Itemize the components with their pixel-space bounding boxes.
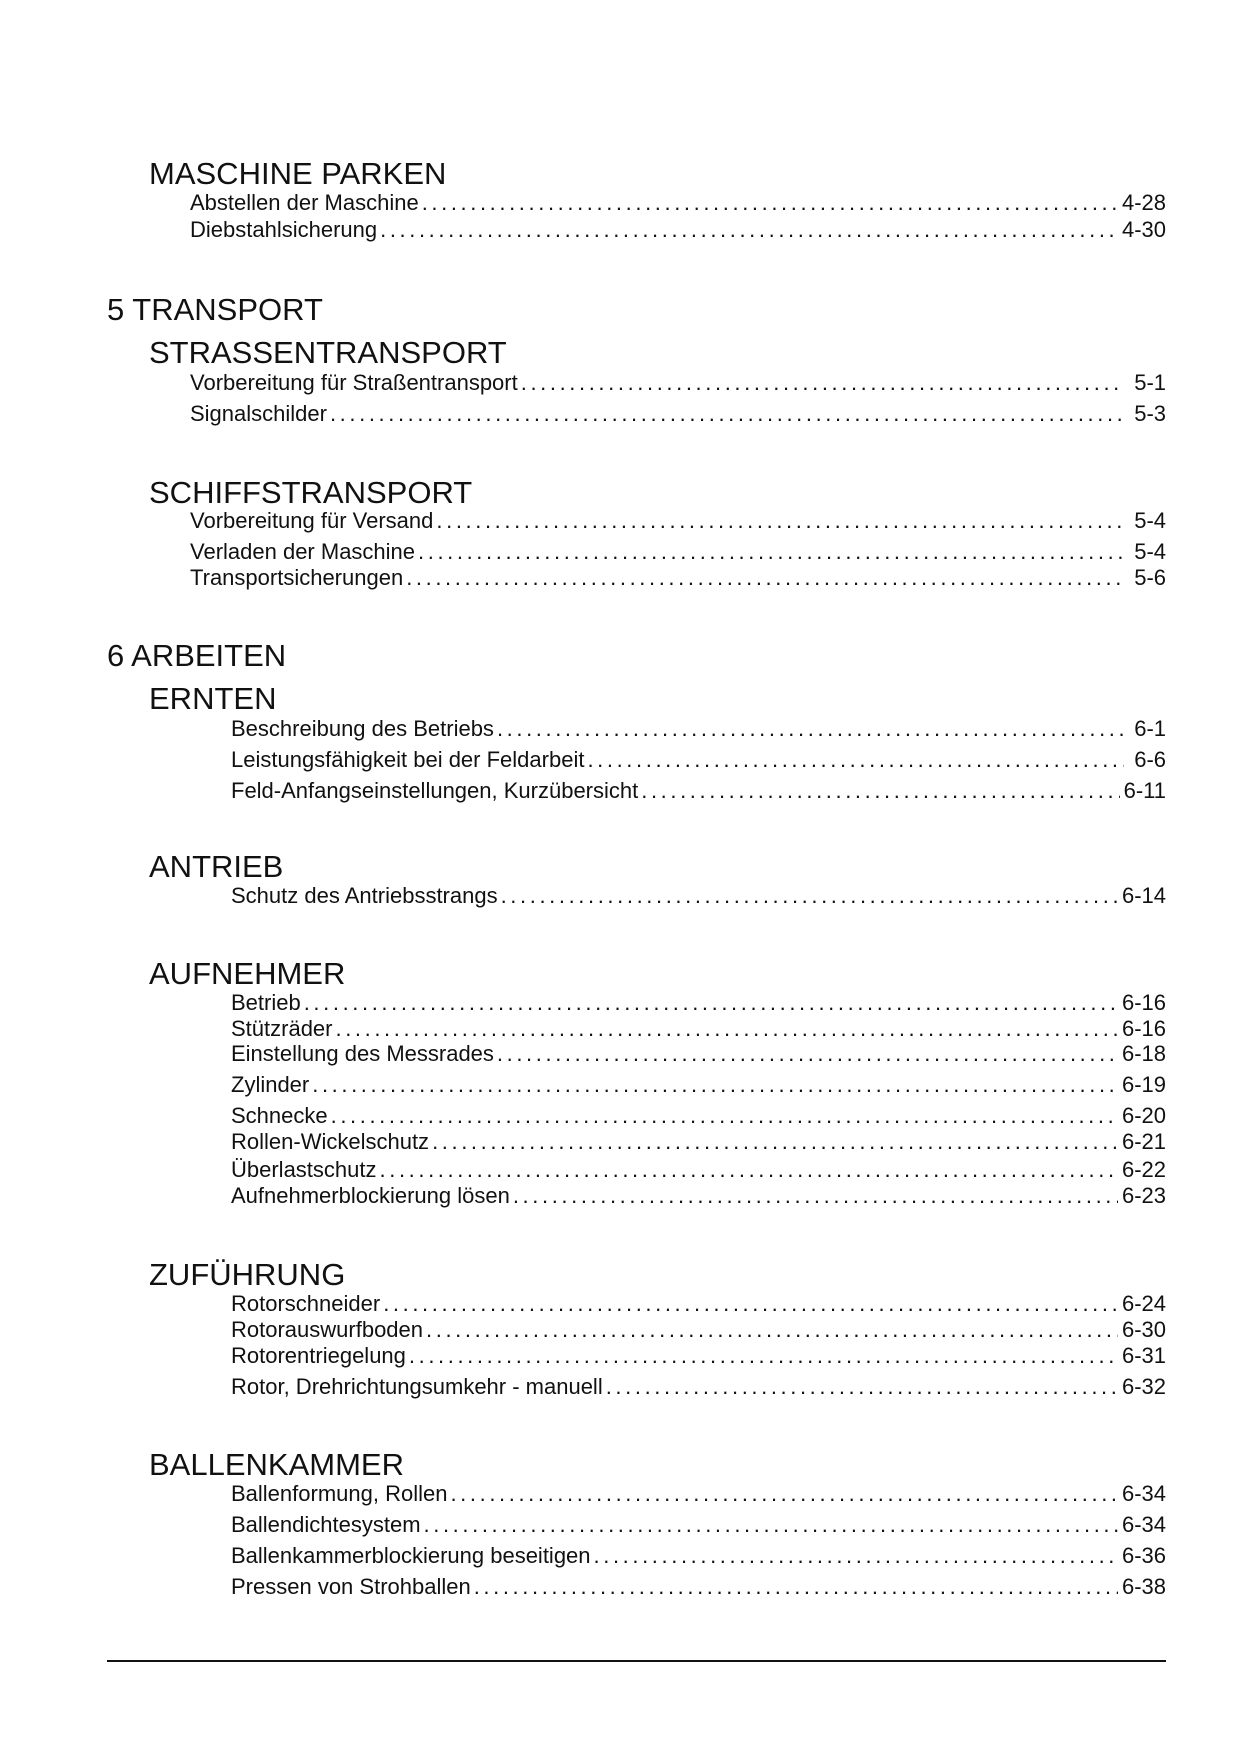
toc-entry-label: Aufnehmerblockierung lösen: [231, 1183, 510, 1208]
toc-entry[interactable]: [190, 564, 1166, 592]
toc-entry[interactable]: [190, 507, 1166, 535]
dot-leader: [422, 189, 1118, 217]
toc-entry-page: 6-34: [1121, 1481, 1166, 1506]
dot-leader: [497, 1040, 1118, 1068]
dot-leader: [501, 882, 1118, 910]
toc-entry[interactable]: [231, 1316, 1166, 1344]
toc-entry[interactable]: [231, 1040, 1166, 1068]
dot-leader: [336, 1015, 1118, 1043]
dot-leader: [424, 1511, 1118, 1539]
dot-leader: [409, 1342, 1118, 1370]
toc-entry-page: 6-1: [1134, 716, 1166, 741]
toc-entry-page: 6-16: [1121, 1016, 1166, 1041]
toc-entry-label: Ballenkammerblockierung beseitigen: [231, 1543, 591, 1568]
dot-leader: [304, 989, 1118, 1017]
toc-entry[interactable]: [231, 1290, 1166, 1318]
toc-entry[interactable]: [231, 1156, 1166, 1184]
toc-entry-page: 6-16: [1121, 990, 1166, 1015]
toc-entry-label: Ballenformung, Rollen: [231, 1481, 448, 1506]
toc-entry-page: 6-20: [1121, 1103, 1166, 1128]
toc-entry[interactable]: [231, 715, 1166, 743]
dot-leader: [330, 400, 1124, 428]
chapter-heading-arbeiten: 6 ARBEITEN: [107, 638, 287, 673]
toc-entry-page: 6-23: [1121, 1183, 1166, 1208]
toc-entry-page: 6-18: [1121, 1041, 1166, 1066]
section-heading-schiffstransport: SCHIFFSTRANSPORT: [149, 475, 473, 510]
dot-leader: [587, 746, 1124, 774]
section-heading-zufuehrung: ZUFÜHRUNG: [149, 1257, 346, 1292]
dot-leader: [380, 216, 1118, 244]
dot-leader: [513, 1182, 1118, 1210]
section-heading-aufnehmer: AUFNEHMER: [149, 956, 346, 991]
toc-entry-label: Einstellung des Messrades: [231, 1041, 494, 1066]
toc-entry[interactable]: [231, 1511, 1166, 1539]
dot-leader: [497, 715, 1124, 743]
toc-entry-label: Betrieb: [231, 990, 301, 1015]
toc-entry-label: Diebstahlsicherung: [190, 217, 378, 242]
dot-leader: [426, 1316, 1118, 1344]
toc-entry-label: Transportsicherungen: [190, 565, 404, 590]
dot-leader: [641, 777, 1119, 805]
section-heading-ballenkammer: BALLENKAMMER: [149, 1447, 404, 1482]
toc-entry[interactable]: [231, 1071, 1166, 1099]
toc-entry-page: 6-19: [1121, 1072, 1166, 1097]
toc-entry-page: 5-1: [1134, 370, 1166, 395]
dot-leader: [312, 1071, 1118, 1099]
toc-entry-label: Vorbereitung für Straßentransport: [190, 370, 518, 395]
toc-entry-label: Leistungsfähigkeit bei der Feldarbeit: [231, 747, 585, 772]
toc-entry-label: Rotorauswurfboden: [231, 1317, 424, 1342]
toc-entry-page: 4-30: [1121, 217, 1166, 242]
dot-leader: [331, 1102, 1118, 1130]
toc-entry-page: 6-30: [1121, 1317, 1166, 1342]
toc-entry[interactable]: [231, 1015, 1166, 1043]
toc-entry-page: 6-36: [1121, 1543, 1166, 1568]
toc-entry-label: Rotor, Drehrichtungsumkehr - manuell: [231, 1374, 603, 1399]
toc-entry-page: 6-34: [1121, 1512, 1166, 1537]
section-heading-antrieb: ANTRIEB: [149, 849, 284, 884]
toc-entry-page: 6-14: [1121, 883, 1166, 908]
toc-entry[interactable]: [190, 189, 1166, 217]
section-heading-maschine-parken: MASCHINE PARKEN: [149, 156, 447, 191]
toc-entry-page: 5-3: [1134, 401, 1166, 426]
toc-entry[interactable]: [190, 369, 1166, 397]
toc-entry-label: Feld-Anfangseinstellungen, Kurzübersicht: [231, 778, 639, 803]
toc-entry-page: 6-31: [1121, 1343, 1166, 1368]
dot-leader: [594, 1542, 1118, 1570]
toc-entry-label: Ballendichtesystem: [231, 1512, 421, 1537]
dot-leader: [474, 1573, 1118, 1601]
toc-entry-page: 6-24: [1121, 1291, 1166, 1316]
toc-entry-label: Rotorentriegelung: [231, 1343, 406, 1368]
dot-leader: [521, 369, 1124, 397]
dot-leader: [436, 507, 1124, 535]
dot-leader: [383, 1290, 1118, 1318]
toc-entry[interactable]: [231, 1342, 1166, 1370]
toc-entry-label: Vorbereitung für Versand: [190, 508, 434, 533]
toc-entry-label: Rotorschneider: [231, 1291, 381, 1316]
dot-leader: [450, 1480, 1117, 1508]
toc-entry[interactable]: [231, 746, 1166, 774]
toc-entry-page: 5-6: [1134, 565, 1166, 590]
toc-entry-page: 6-11: [1123, 778, 1166, 803]
toc-entry[interactable]: [231, 1102, 1166, 1130]
toc-entry-page: 6-32: [1121, 1374, 1166, 1399]
toc-entry-label: Verladen der Maschine: [190, 539, 416, 564]
toc-entry[interactable]: [231, 777, 1166, 805]
toc-entry-label: Schnecke: [231, 1103, 328, 1128]
toc-entry-label: Schutz des Antriebsstrangs: [231, 883, 498, 908]
toc-entry[interactable]: [231, 882, 1166, 910]
toc-entry-label: Pressen von Strohballen: [231, 1574, 471, 1599]
toc-entry[interactable]: [231, 1182, 1166, 1210]
toc-entry[interactable]: [231, 989, 1166, 1017]
toc-entry-label: Abstellen der Maschine: [190, 190, 419, 215]
toc-entry[interactable]: [231, 1573, 1166, 1601]
dot-leader: [606, 1373, 1118, 1401]
toc-entry[interactable]: [231, 1542, 1166, 1570]
toc-entry-page: 5-4: [1134, 508, 1166, 533]
toc-entry[interactable]: [190, 538, 1166, 566]
toc-entry-page: 6-21: [1121, 1129, 1166, 1154]
section-heading-ernten: ERNTEN: [149, 681, 277, 716]
toc-entry[interactable]: [231, 1128, 1166, 1156]
toc-entry-label: Stützräder: [231, 1016, 333, 1041]
footer-rule: [107, 1660, 1166, 1662]
dot-leader: [406, 564, 1124, 592]
toc-entry-label: Beschreibung des Betriebs: [231, 716, 494, 741]
toc-entry-page: 6-22: [1121, 1157, 1166, 1182]
toc-entry[interactable]: [231, 1480, 1166, 1508]
toc-entry-label: Signalschilder: [190, 401, 327, 426]
dot-leader: [432, 1128, 1118, 1156]
toc-entry-label: Zylinder: [231, 1072, 310, 1097]
toc-entry[interactable]: [190, 216, 1166, 244]
toc-entry[interactable]: [190, 400, 1166, 428]
toc-entry-page: 5-4: [1134, 539, 1166, 564]
toc-entry-page: 6-38: [1121, 1574, 1166, 1599]
dot-leader: [380, 1156, 1118, 1184]
chapter-heading-transport: 5 TRANSPORT: [107, 292, 323, 327]
section-heading-strassentransport: STRASSENTRANSPORT: [149, 335, 507, 370]
toc-entry[interactable]: [231, 1373, 1166, 1401]
dot-leader: [418, 538, 1124, 566]
toc-entry-label: Überlastschutz: [231, 1157, 377, 1182]
toc-entry-page: 6-6: [1134, 747, 1166, 772]
toc-entry-page: 4-28: [1121, 190, 1166, 215]
toc-entry-label: Rollen-Wickelschutz: [231, 1129, 430, 1154]
